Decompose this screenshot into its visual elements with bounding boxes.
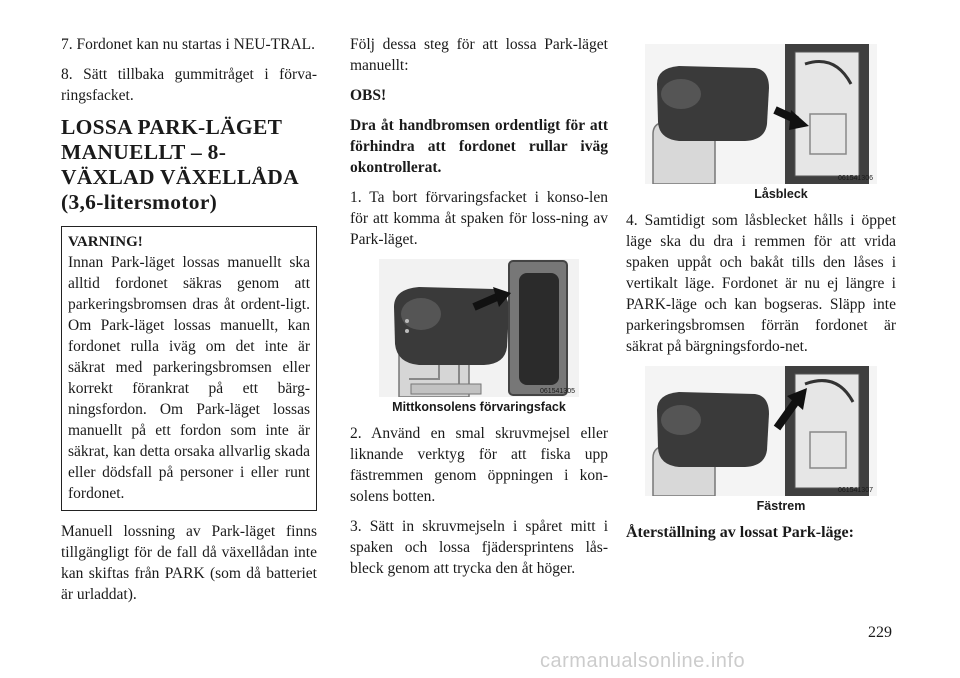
figure-strap xyxy=(645,366,877,496)
subheading: Återställning av lossat Park-läge: xyxy=(626,524,854,541)
figure-code: 061541305 xyxy=(539,388,575,395)
figure-code: 061541307 xyxy=(837,487,873,494)
figure-console-storage xyxy=(379,259,579,397)
figure-caption: Mittkonsolens förvaringsfack xyxy=(392,400,566,414)
obs-text: Dra åt handbromsen ordentligt för att förhindra att fordonet rullar iväg okontrollerat. xyxy=(350,117,608,176)
column-right xyxy=(626,34,896,543)
body-text: Manuell lossning av Park-läget finns tillgängligt för de fall då växellådan inte kan skiftas från PARK (som då batteriet är urladdat). xyxy=(61,523,317,603)
warning-text: Innan Park-läget lossas manuellt ska alltid fordonet säkras genom att parkeringsbromsen dras åt ordent-ligt. Om Park-läget lossas manuellt, kan fordonet rulla iväg om det inte är säkrat med parkeringsbromsen eller korrekt förankrat på ett bärg-ningsfordon. Om Park-läget lossas manuellt på ett fordon som inte är säkrat, kan detta orsaka allvarlig skada eller dödsfall på personer i eller runt fordonet. xyxy=(68,254,310,502)
step-4: 4. Samtidigt som låsblecket hålls i öppet läge ska du dra i remmen för att vrida spaken uppåt och bakåt tills den låses i vertikalt läge. Fordonet är nu ej längre i PARK-läge och kan bogseras. Släpp inte parkeringsbromsen förrän fordonet är säkrat på bärgningsfordo-net. xyxy=(626,212,896,355)
console-storage-illustration xyxy=(379,259,579,397)
warning-title: VARNING! xyxy=(68,234,143,250)
section-heading: LOSSA PARK-LÄGET MANUELLT – 8-VÄXLAD VÄXELLÅDA (3,6-litersmotor) xyxy=(61,115,298,214)
figure-caption: Låsbleck xyxy=(754,187,808,201)
step-3: 3. Sätt in skruvmejseln i spåret mitt i spaken och lossa fjädersprintens lås-bleck genom att trycka den åt höger. xyxy=(350,518,608,577)
watermark: carmanualsonline.info xyxy=(540,650,746,672)
step-8: 8. Sätt tillbaka gummitråget i förva-ringsfacket. xyxy=(61,66,317,104)
step-1: 1. Ta bort förvaringsfacket i konso-len för att komma åt spaken för loss-ning av Park-läget. xyxy=(350,189,608,248)
page-number: 229 xyxy=(868,624,892,641)
obs-label: OBS! xyxy=(350,87,387,104)
figure-lock-plate xyxy=(645,44,877,184)
warning-box xyxy=(61,226,317,511)
step-2: 2. Använd en smal skruvmejsel eller liknande verktyg för att fiska upp fästremmen genom öppningen i kon-solens botten. xyxy=(350,425,608,505)
lock-plate-illustration xyxy=(645,44,877,184)
strap-illustration xyxy=(645,366,877,496)
column-left xyxy=(61,34,317,614)
column-middle xyxy=(350,34,608,588)
step-7: 7. Fordonet kan nu startas i NEU-TRAL. xyxy=(61,36,315,53)
figure-code: 061541306 xyxy=(837,175,873,182)
intro-text: Följ dessa steg för att lossa Park-läget manuellt: xyxy=(350,36,608,74)
figure-caption: Fästrem xyxy=(756,499,806,513)
